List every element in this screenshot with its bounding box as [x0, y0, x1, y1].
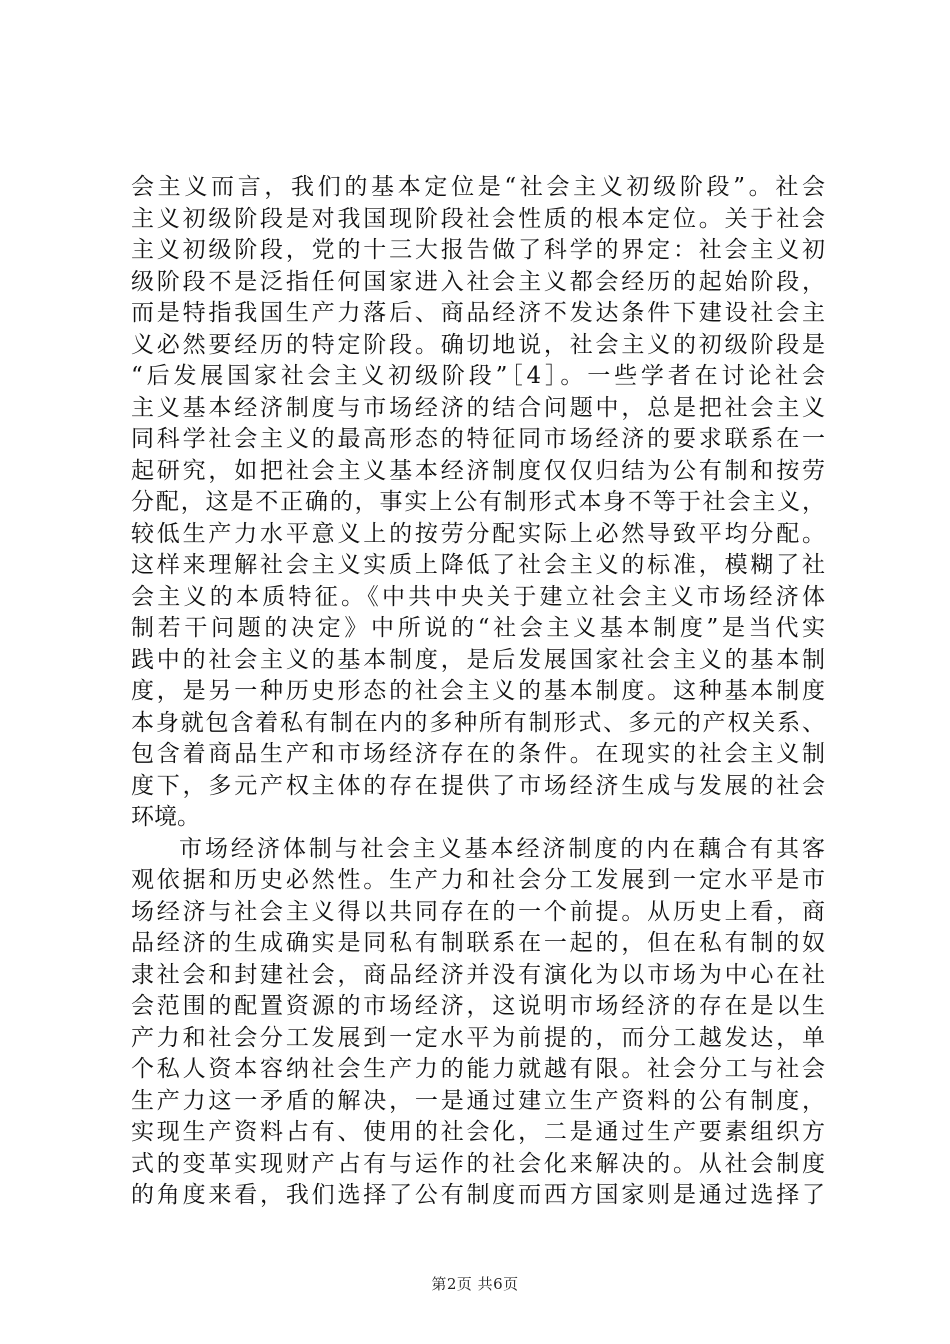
- text-line: 产力和社会分工发展到一定水平为前提的，而分工越发达，单: [131, 1024, 825, 1051]
- text-line: 这样来理解社会主义实质上降低了社会主义的标准，模糊了社: [131, 552, 825, 578]
- text-line: 主义初级阶段，党的十三大报告做了科学的界定：社会主义初: [131, 237, 825, 263]
- paragraph-first-line: 市场经济体制与社会主义基本经济制度的内在藕合有其客: [179, 835, 825, 862]
- text-line: 义必然要经历的特定阶段。确切地说，社会主义的初级阶段是: [131, 331, 825, 358]
- text-line: 个私人资本容纳社会生产力的能力就越有限。社会分工与社会: [131, 1056, 825, 1082]
- text-line: 场经济与社会主义得以共同存在的一个前提。从历史上看，商: [131, 898, 825, 925]
- text-line: 生产力这一矛盾的解决，一是通过建立生产资料的公有制度，: [131, 1087, 825, 1114]
- text-line: 观依据和历史必然性。生产力和社会分工发展到一定水平是市: [131, 867, 825, 893]
- text-line: 践中的社会主义的基本制度，是后发展国家社会主义的基本制: [131, 646, 825, 673]
- text-line: 本身就包含着私有制在内的多种所有制形式、多元的产权关系、: [131, 709, 825, 736]
- text-line: 实现生产资料占有、使用的社会化，二是通过生产要素组织方: [131, 1119, 825, 1145]
- text-line: 包含着商品生产和市场经济存在的条件。在现实的社会主义制: [131, 741, 825, 767]
- text-line: “后发展国家社会主义初级阶段”［4］。一些学者在讨论社会: [131, 363, 825, 389]
- text-line: 主义基本经济制度与市场经济的结合问题中，总是把社会主义: [131, 394, 825, 421]
- page-number-footer: 第2页 共6页: [431, 1275, 519, 1293]
- text-line: 度，是另一种历史形态的社会主义的基本制度。这种基本制度: [131, 678, 825, 704]
- text-line: 隶社会和封建社会，商品经济并没有演化为以市场为中心在社: [131, 961, 825, 988]
- body-text: [131, 172, 825, 1212]
- text-line: 式的变革实现财产占有与运作的社会化来解决的。从社会制度: [131, 1150, 825, 1177]
- text-line: 品经济的生成确实是同私有制联系在一起的，但在私有制的奴: [131, 930, 825, 956]
- text-line: 同科学社会主义的最高形态的特征同市场经济的要求联系在一: [131, 426, 825, 452]
- text-line: 级阶段不是泛指任何国家进入社会主义都会经历的起始阶段，: [131, 268, 825, 295]
- text-line: 主义初级阶段是对我国现阶段社会性质的根本定位。关于社会: [131, 205, 825, 232]
- text-line: 而是特指我国生产力落后、商品经济不发达条件下建设社会主: [131, 300, 825, 326]
- text-line: 会主义的本质特征。《中共中央关于建立社会主义市场经济体: [131, 583, 825, 610]
- text-line: 制若干问题的决定》中所说的“社会主义基本制度”是当代实: [131, 615, 825, 641]
- text-line: 度下，多元产权主体的存在提供了市场经济生成与发展的社会: [131, 772, 825, 799]
- paragraph-end-line: 环境。: [131, 804, 200, 830]
- text-line: 会主义而言，我们的基本定位是“社会主义初级阶段”。社会: [131, 174, 825, 200]
- text-line: 起研究，如把社会主义基本经济制度仅仅归结为公有制和按劳: [131, 457, 825, 484]
- text-line: 分配，这是不正确的，事实上公有制形式本身不等于社会主义，: [131, 489, 825, 515]
- text-line: 较低生产力水平意义上的按劳分配实际上必然导致平均分配。: [131, 520, 825, 547]
- text-line: 的角度来看，我们选择了公有制度而西方国家则是通过选择了: [131, 1182, 825, 1208]
- text-line: 会范围的配置资源的市场经济，这说明市场经济的存在是以生: [131, 993, 825, 1019]
